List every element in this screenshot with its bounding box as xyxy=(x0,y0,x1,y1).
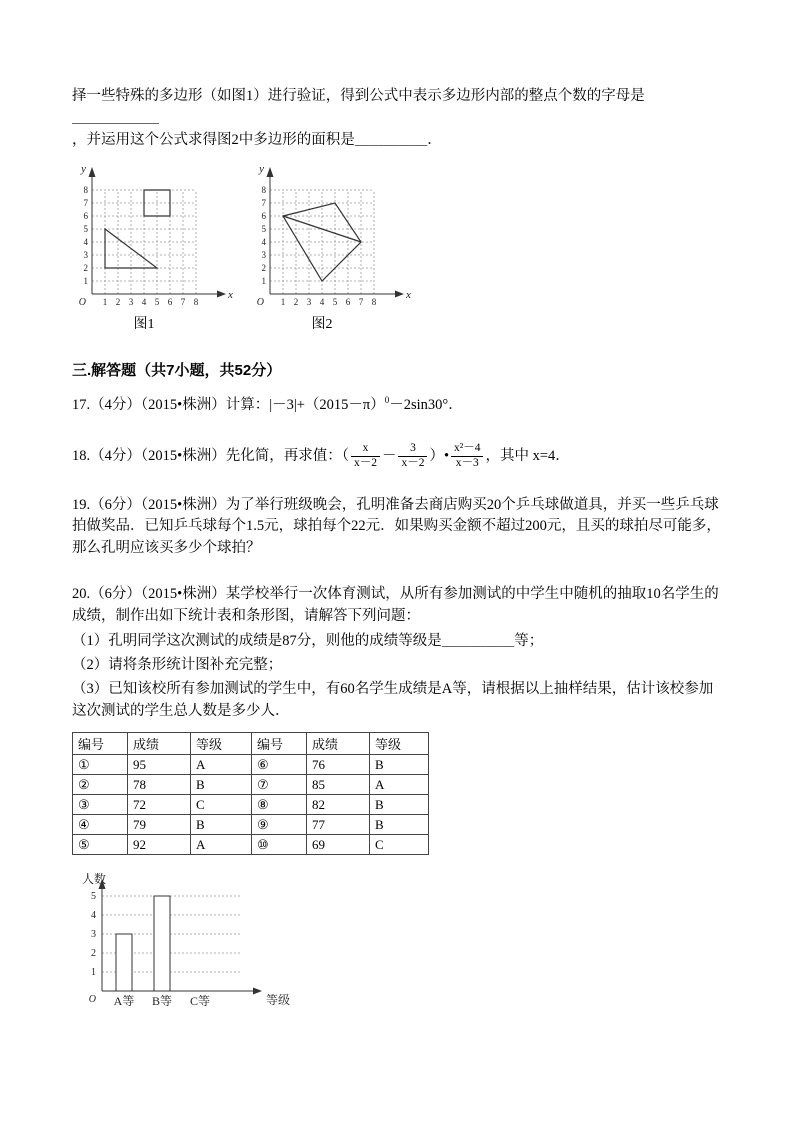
table-cell: 78 xyxy=(128,775,191,795)
table-cell: 92 xyxy=(128,835,191,855)
bar-chart xyxy=(72,871,724,1023)
y-tick: 8 xyxy=(83,185,88,196)
x-tick: 5 xyxy=(332,297,338,308)
fraction-2 xyxy=(398,442,427,471)
x-tick: 7 xyxy=(358,297,364,308)
table-row xyxy=(73,815,429,835)
origin-label: O xyxy=(88,994,96,1006)
problem-20-sub1 xyxy=(72,631,724,653)
fraction-2-denominator: x－2 xyxy=(398,456,427,471)
y-axis-title: 人数 xyxy=(82,872,107,887)
table-cell: B xyxy=(370,795,429,815)
fraction-1-denominator: x－2 xyxy=(351,456,380,471)
problem-20 xyxy=(72,584,724,723)
y-axis-arrow-icon xyxy=(89,167,96,177)
x-tick: 3 xyxy=(306,297,312,308)
table-cell: 72 xyxy=(128,795,191,815)
triangle-shape xyxy=(105,229,157,268)
origin-label: O xyxy=(256,297,264,309)
exponent: 0 xyxy=(384,395,390,406)
x-tick: 2 xyxy=(115,297,121,308)
table-cell: C xyxy=(191,795,252,815)
table-cell: ⑧ xyxy=(252,795,307,815)
table-cell: ③ xyxy=(73,795,128,815)
problem-20-text: 20.（6分）（2015•株洲）某学校举行一次体育测试，从所有参加测试的中学生中随机的抽取10名学生的成绩，制作出如下统计表和条形图，请解答下列问题： xyxy=(72,585,719,624)
answer-blank-grade: ＿＿＿＿＿ xyxy=(441,633,515,650)
problem-18-middle: ）• xyxy=(429,447,450,464)
y-tick: 3 xyxy=(83,250,88,261)
column-header: 等级 xyxy=(191,733,252,755)
minus-sign: － xyxy=(381,447,397,464)
bar-grade-b xyxy=(154,896,170,991)
fraction-3-denominator: x－3 xyxy=(451,456,483,471)
intro-line-2 xyxy=(72,130,724,152)
x-axis-arrow-icon xyxy=(253,988,262,995)
problem-19: 19.（6分）（2015•株洲）为了举行班级晚会，孔明准备去商店购买20个乒乓球做道具，并买一些乒乓球拍做奖品．已知乒乓球每个1.5元，球拍每个22元．如果购买金额不超过200元，且买的球拍尽可能多，那么孔明应该买多少个球拍？ xyxy=(72,496,721,557)
problem-17 xyxy=(72,394,724,417)
y-axis-arrow-icon xyxy=(267,167,274,177)
y-tick: 6 xyxy=(83,211,88,222)
table-cell: C xyxy=(370,835,429,855)
table-row xyxy=(73,775,429,795)
y-tick: 4 xyxy=(261,237,266,248)
x-tick: 2 xyxy=(293,297,299,308)
figures-row xyxy=(72,159,724,333)
table-cell: 69 xyxy=(307,835,370,855)
problem-20-sub2: （2）请将条形统计图补充完整； xyxy=(72,657,283,674)
x-tick: 4 xyxy=(319,297,325,308)
intro-period: ． xyxy=(427,131,442,148)
fraction-3-numerator: x²－4 xyxy=(454,442,481,455)
y-tick: 1 xyxy=(83,276,88,287)
table-cell: A xyxy=(370,775,429,795)
problem-17-text-b: －2sin30°． xyxy=(389,397,463,414)
figure-2-caption: 图2 xyxy=(311,317,333,333)
answer-blank-letter: ＿＿＿＿＿＿ xyxy=(72,109,159,126)
table-cell: B xyxy=(191,775,252,795)
x-tick: 5 xyxy=(154,297,160,308)
x-axis-title: 等级 xyxy=(266,993,291,1008)
table-cell: 77 xyxy=(307,815,370,835)
y-tick: 5 xyxy=(91,891,96,903)
x-tick: 4 xyxy=(141,297,147,308)
sub1-text: （1）孔明同学这次测试的成绩是87分，则他的成绩等级是 xyxy=(72,633,442,650)
figure-2 xyxy=(250,159,414,333)
y-tick: 5 xyxy=(83,224,88,235)
category-label: B等 xyxy=(151,994,173,1009)
figure-1-grid xyxy=(72,159,236,311)
x-tick: 6 xyxy=(167,297,173,308)
table-cell: ① xyxy=(73,755,128,775)
table-cell: 79 xyxy=(128,815,191,835)
table-cell: ⑤ xyxy=(73,835,128,855)
y-tick: 1 xyxy=(91,967,96,979)
intro-text-1: 择一些特殊的多边形（如图1）进行验证，得到公式中表示多边形内部的整点个数的字母是 xyxy=(72,88,645,104)
problem-18-prefix: 18.（4分）（2015•株洲）先化简，再求值：（ xyxy=(72,447,349,464)
y-tick: 2 xyxy=(91,948,96,960)
table-row xyxy=(73,755,429,775)
problem-18-suffix: ，其中 x=4． xyxy=(485,447,570,464)
x-tick: 7 xyxy=(180,297,186,308)
answer-blank-area: ＿＿＿＿＿ xyxy=(354,131,428,148)
y-tick: 7 xyxy=(261,198,266,209)
score-table xyxy=(72,732,429,855)
table-cell: ② xyxy=(73,775,128,795)
y-tick: 7 xyxy=(83,198,88,209)
exam-document xyxy=(72,86,724,1023)
problem-17-text: 17.（4分）（2015•株洲）计算：|－3|+（2015－π） xyxy=(72,397,385,414)
table-cell: ④ xyxy=(73,815,128,835)
origin-label: O xyxy=(78,297,86,309)
y-tick: 2 xyxy=(83,263,88,274)
y-tick: 4 xyxy=(83,237,88,248)
y-tick: 3 xyxy=(261,250,266,261)
x-tick: 8 xyxy=(371,297,377,308)
y-tick: 3 xyxy=(91,929,96,941)
table-cell: 95 xyxy=(128,755,191,775)
column-header: 编号 xyxy=(73,733,128,755)
x-axis-label: x xyxy=(406,289,411,302)
category-label: C等 xyxy=(189,994,211,1009)
x-tick: 1 xyxy=(280,297,286,308)
grid-lines-vertical xyxy=(105,190,196,294)
x-tick: 8 xyxy=(193,297,199,308)
table-cell: ⑩ xyxy=(252,835,307,855)
y-tick: 2 xyxy=(261,263,266,274)
column-header: 等级 xyxy=(370,733,429,755)
y-axis-label: y xyxy=(259,163,264,176)
problem-18 xyxy=(72,441,724,473)
bar-chart-canvas xyxy=(72,871,352,1023)
table-header-row xyxy=(73,733,429,755)
y-axis-label: y xyxy=(81,163,86,176)
section-title: 三.解答题（共7小题，共52分） xyxy=(72,362,282,380)
grid-lines-horizontal xyxy=(270,190,374,281)
y-tick: 1 xyxy=(261,276,266,287)
intro-text-2: ，并运用这个公式求得图2中多边形的面积是 xyxy=(72,131,355,148)
figure-1-caption: 图1 xyxy=(133,317,155,333)
table-row xyxy=(73,835,429,855)
category-label: A等 xyxy=(113,994,135,1009)
table-cell: 82 xyxy=(307,795,370,815)
x-tick: 6 xyxy=(345,297,351,308)
intro-paragraph xyxy=(72,86,724,151)
table-cell: ⑥ xyxy=(252,755,307,775)
fraction-1-numerator: x xyxy=(362,442,369,455)
table-cell: 76 xyxy=(307,755,370,775)
x-tick: 1 xyxy=(102,297,108,308)
x-axis-arrow-icon xyxy=(217,291,226,298)
table-cell: 85 xyxy=(307,775,370,795)
table-cell: B xyxy=(191,815,252,835)
table-cell: B xyxy=(370,815,429,835)
y-tick: 4 xyxy=(91,910,96,922)
x-tick: 3 xyxy=(128,297,134,308)
x-axis-arrow-icon xyxy=(395,291,404,298)
column-header: 成绩 xyxy=(128,733,191,755)
table-cell: A xyxy=(191,835,252,855)
intro-line-1 xyxy=(72,86,724,130)
table-cell: ⑨ xyxy=(252,815,307,835)
sub1-text-b: 等； xyxy=(514,633,544,650)
table-cell: A xyxy=(191,755,252,775)
column-header: 编号 xyxy=(252,733,307,755)
bar-grade-a xyxy=(116,934,132,991)
table-cell: B xyxy=(370,755,429,775)
figure-2-grid xyxy=(250,159,414,311)
problem-20-sub3: （3）已知该校所有参加测试的学生中，有60名学生成绩是A等，请根据以上抽样结果，估计该校参加这次测试的学生总人数是多少人． xyxy=(72,680,714,719)
y-tick: 6 xyxy=(261,211,266,222)
table-cell: ⑦ xyxy=(252,775,307,795)
fraction-2-numerator: 3 xyxy=(410,442,416,455)
x-axis-label: x xyxy=(228,289,233,302)
y-tick: 5 xyxy=(261,224,266,235)
fraction-3 xyxy=(451,442,483,471)
table-row xyxy=(73,795,429,815)
fraction-1 xyxy=(351,442,380,471)
column-header: 成绩 xyxy=(307,733,370,755)
y-tick: 8 xyxy=(261,185,266,196)
figure-1 xyxy=(72,159,236,333)
